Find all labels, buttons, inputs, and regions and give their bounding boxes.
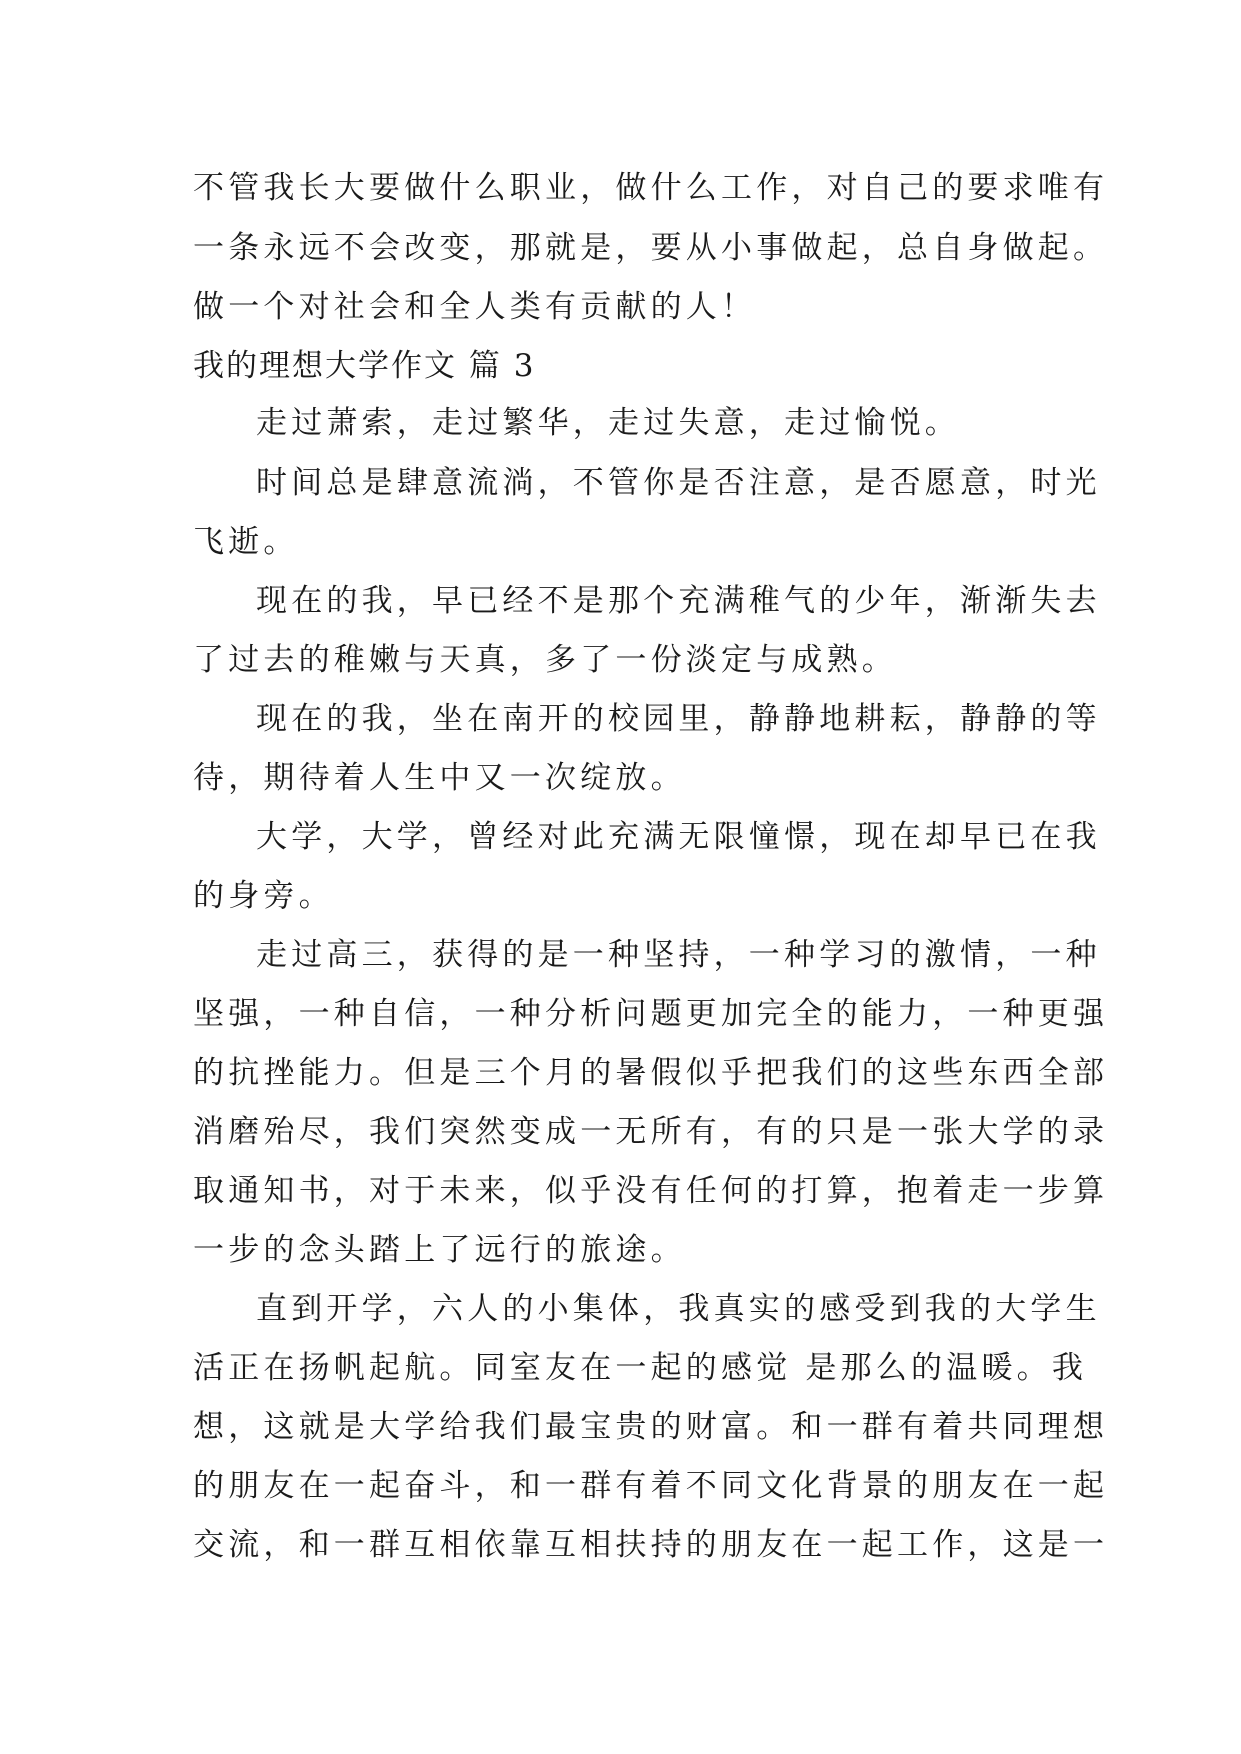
text-line: 飞逝。 — [193, 524, 299, 560]
text-line: 时间总是肆意流淌，不管你是否注意，是否愿意，时光 — [256, 465, 1101, 501]
text-line: 想，这就是大学给我们最宝贵的财富。和一群有着共同理想 — [193, 1409, 1109, 1445]
text-line: 的抗挫能力。但是三个月的暑假似乎把我们的这些东西全部 — [193, 1055, 1109, 1091]
text-line: 了过去的稚嫩与天真，多了一份淡定与成熟。 — [193, 642, 897, 678]
text-line: 直到开学，六人的小集体，我真实的感受到我的大学生 — [256, 1291, 1101, 1327]
text-line: 的身旁。 — [193, 878, 334, 914]
text-line: 交流，和一群互相依靠互相扶持的朋友在一起工作，这是一 — [193, 1527, 1109, 1563]
text-line: 活正在扬帆起航。同室友在一起的感觉 是那么的温暖。我 — [193, 1350, 1088, 1386]
text-line: 的朋友在一起奋斗，和一群有着不同文化背景的朋友在一起 — [193, 1468, 1109, 1504]
text-line: 取通知书，对于未来，似乎没有任何的打算，抱着走一步算 — [193, 1173, 1109, 1209]
text-line: 一步的念头踏上了远行的旅途。 — [193, 1232, 686, 1268]
text-line: 大学，大学，曾经对此充满无限憧憬，现在却早已在我 — [256, 819, 1101, 855]
section-heading: 我的理想大学作文 篇 3 — [193, 348, 536, 384]
text-line: 一条永远不会改变，那就是，要从小事做起，总自身做起。 — [193, 230, 1109, 266]
text-line: 现在的我，早已经不是那个充满稚气的少年，渐渐失去 — [256, 583, 1101, 619]
text-line: 不管我长大要做什么职业，做什么工作，对自己的要求唯有 — [193, 170, 1109, 206]
text-line: 消磨殆尽，我们突然变成一无所有，有的只是一张大学的录 — [193, 1114, 1109, 1150]
text-line: 走过萧索，走过繁华，走过失意，走过愉悦。 — [256, 405, 960, 441]
text-line: 现在的我，坐在南开的校园里，静静地耕耘，静静的等 — [256, 701, 1101, 737]
text-line: 坚强，一种自信，一种分析问题更加完全的能力，一种更强 — [193, 996, 1109, 1032]
text-line: 待，期待着人生中又一次绽放。 — [193, 760, 686, 796]
text-line: 走过高三，获得的是一种坚持，一种学习的激情，一种 — [256, 937, 1101, 973]
text-line: 做一个对社会和全人类有贡献的人！ — [193, 289, 757, 325]
